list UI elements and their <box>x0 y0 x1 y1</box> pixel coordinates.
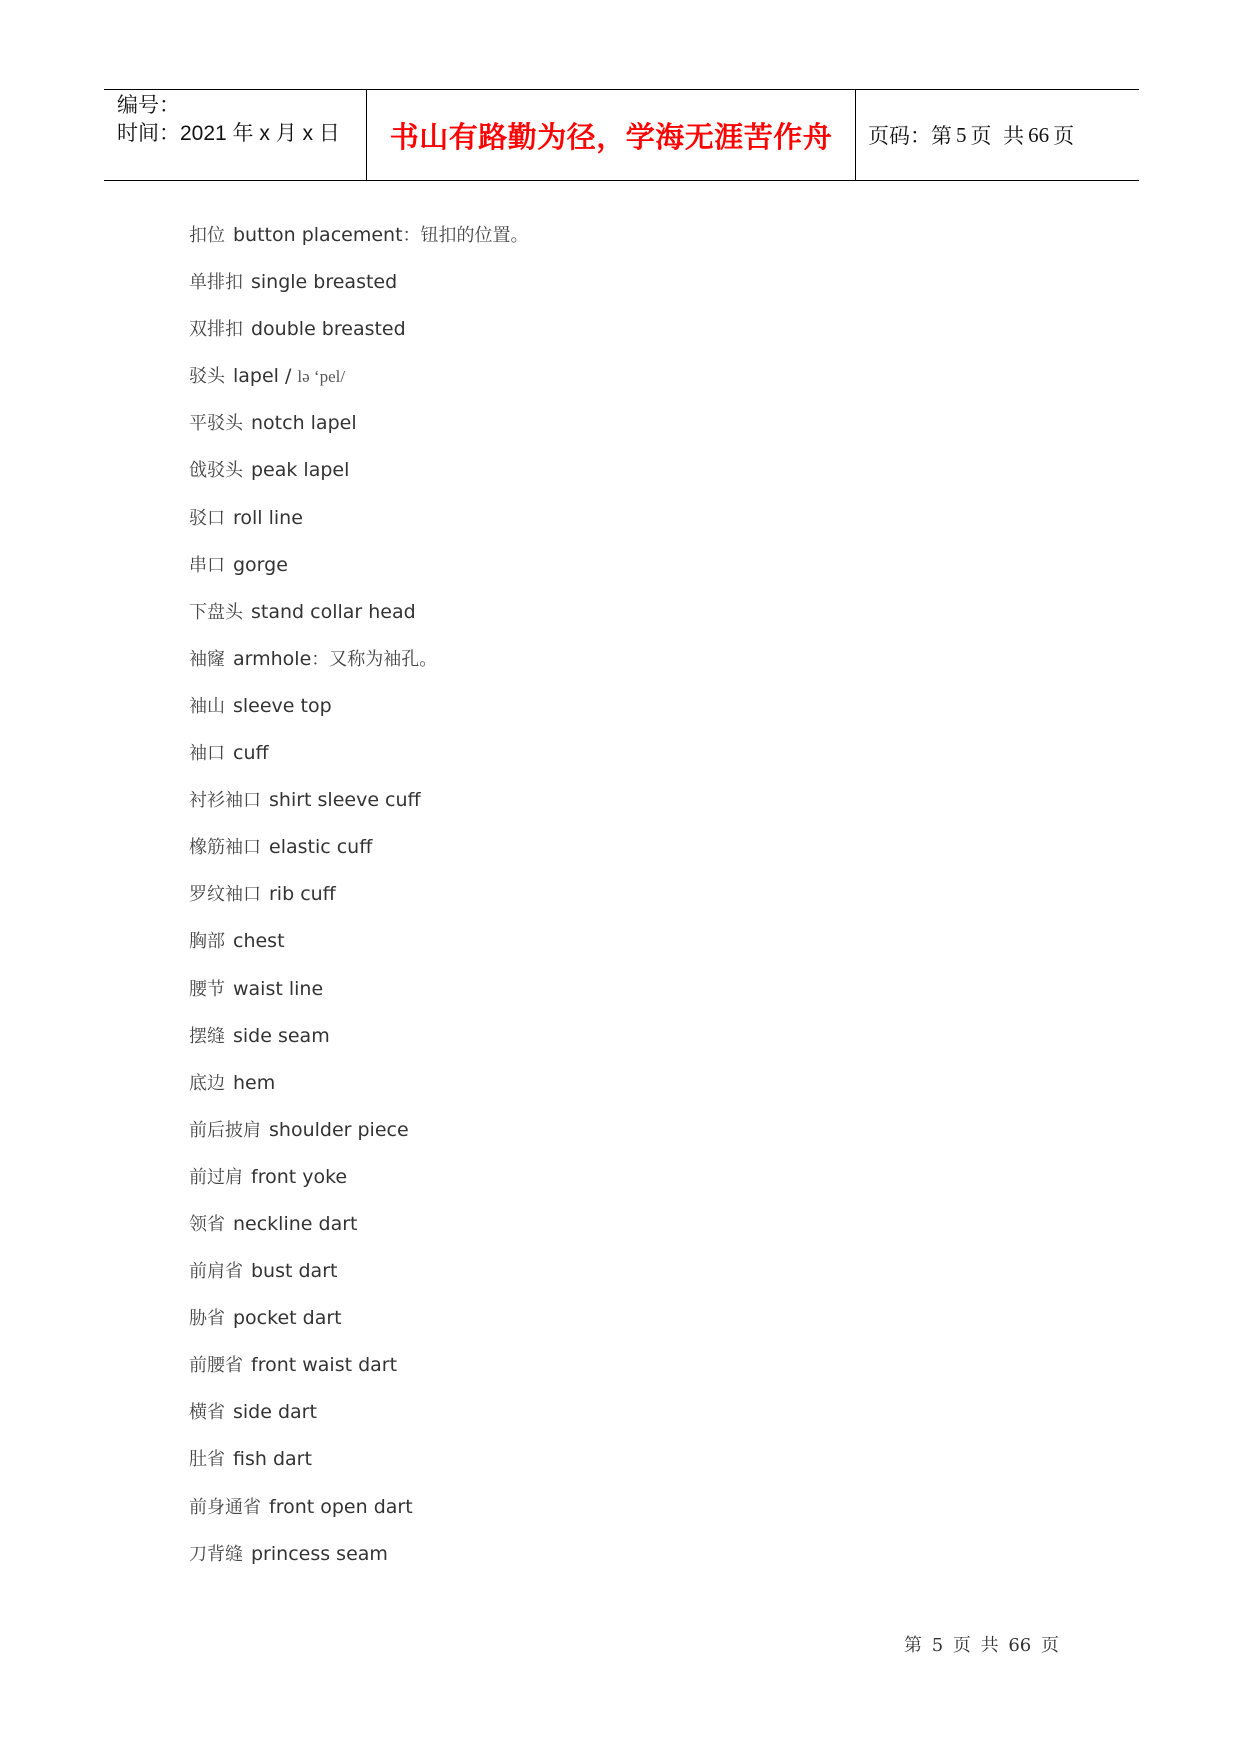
term-chinese: 腰节 <box>189 978 225 1000</box>
list-item <box>189 880 529 927</box>
term-english: front open dart <box>269 1495 413 1518</box>
page-footer: 第 5 页 共 66 页 <box>904 1635 1059 1656</box>
list-item <box>189 268 529 315</box>
term-chinese: 胁省 <box>189 1308 225 1330</box>
term-english: stand collar head <box>251 600 416 623</box>
term-chinese: 戗驳头 <box>189 460 243 482</box>
list-item <box>189 692 529 739</box>
term-chinese: 袖山 <box>189 695 225 717</box>
list-item <box>189 551 529 598</box>
term-english: pocket dart <box>233 1307 342 1330</box>
page-code-suffix: 页 <box>1053 125 1075 148</box>
term-english: cuff <box>233 742 269 765</box>
motto: 书山有路勤为径，学海无涯苦作舟 <box>389 119 833 154</box>
list-item <box>189 1398 529 1445</box>
term-english: shoulder piece <box>269 1118 409 1141</box>
list-item <box>189 1540 529 1587</box>
term-english: chest <box>233 930 285 953</box>
list-item <box>189 1069 529 1116</box>
term-chinese: 领省 <box>189 1213 225 1235</box>
term-english: side seam <box>233 1024 330 1047</box>
list-item <box>189 1210 529 1257</box>
list-item <box>189 315 529 362</box>
term-english: side dart <box>233 1401 317 1424</box>
header-page-cell <box>856 90 1139 180</box>
term-chinese: 驳头 <box>189 366 225 388</box>
term-english: waist line <box>233 977 324 1000</box>
list-item <box>189 362 529 409</box>
term-chinese: 驳口 <box>189 507 225 529</box>
term-chinese: 袖窿 <box>189 648 225 670</box>
list-item <box>189 927 529 974</box>
list-item <box>189 786 529 833</box>
list-item <box>189 975 529 1022</box>
term-english: bust dart <box>251 1260 338 1283</box>
term-chinese: 袖口 <box>189 743 225 765</box>
term-chinese: 前身通省 <box>189 1496 261 1518</box>
list-item <box>189 739 529 786</box>
term-chinese: 罗纹袖口 <box>189 884 261 906</box>
term-chinese: 胸部 <box>189 931 225 953</box>
term-english: notch lapel <box>251 412 357 435</box>
term-chinese: 肚省 <box>189 1449 225 1471</box>
term-english: elastic cuff <box>269 836 373 859</box>
list-item <box>189 1493 529 1540</box>
term-english: single breasted <box>251 271 398 294</box>
term-english: lapel / <box>233 365 292 388</box>
list-item <box>189 1116 529 1163</box>
list-item <box>189 1022 529 1069</box>
term-chinese: 前后披肩 <box>189 1119 261 1141</box>
term-english: armhole <box>233 647 312 670</box>
term-english: front yoke <box>251 1165 348 1188</box>
term-english: rib cuff <box>269 883 336 906</box>
term-chinese: 前肩省 <box>189 1261 243 1283</box>
term-chinese: 衬衫袖口 <box>189 790 261 812</box>
list-item <box>189 221 529 268</box>
list-item <box>189 645 529 692</box>
list-item <box>189 1257 529 1304</box>
list-item <box>189 1445 529 1492</box>
term-english: sleeve top <box>233 694 332 717</box>
number-label: 编号： <box>117 94 180 117</box>
header-meta-cell <box>104 90 367 180</box>
term-english: hem <box>233 1071 276 1094</box>
list-item <box>189 598 529 645</box>
term-chinese: 底边 <box>189 1072 225 1094</box>
page-code-prefix: 页码：第 <box>868 125 952 148</box>
term-english: princess seam <box>251 1542 388 1565</box>
term-english: shirt sleeve cuff <box>269 789 421 812</box>
term-chinese: 扣位 <box>189 225 225 246</box>
list-item <box>189 1163 529 1210</box>
term-chinese: 刀背缝 <box>189 1543 243 1565</box>
term-chinese: 前腰省 <box>189 1355 243 1377</box>
term-list <box>189 221 529 1587</box>
term-chinese: 串口 <box>189 554 225 576</box>
term-note: ：钮扣的位置。 <box>402 225 529 246</box>
list-item <box>189 1351 529 1398</box>
list-item <box>189 1304 529 1351</box>
list-item <box>189 456 529 503</box>
term-english: front waist dart <box>251 1354 398 1377</box>
list-item <box>189 833 529 880</box>
term-english: double breasted <box>251 318 406 341</box>
term-pronunciation: lə ‘pel/ <box>297 367 346 387</box>
term-chinese: 摆缝 <box>189 1025 225 1047</box>
term-chinese: 下盘头 <box>189 601 243 623</box>
term-chinese: 单排扣 <box>189 272 243 294</box>
term-note: ：又称为袖孔。 <box>311 648 438 670</box>
term-chinese: 横省 <box>189 1402 225 1424</box>
term-english: fish dart <box>233 1448 312 1471</box>
term-chinese: 前过肩 <box>189 1166 243 1188</box>
list-item <box>189 409 529 456</box>
term-chinese: 平驳头 <box>189 413 243 435</box>
header-motto-cell <box>367 90 856 180</box>
term-english: button placement <box>233 224 403 246</box>
term-english: gorge <box>233 553 288 576</box>
page-header <box>104 89 1139 181</box>
page-number: 5 <box>956 122 967 147</box>
term-chinese: 橡筋袖口 <box>189 837 261 859</box>
time-label: 时间：2021 年 x 月 x 日 <box>117 122 340 145</box>
term-english: neckline dart <box>233 1212 358 1235</box>
page-code-mid: 页 共 <box>970 125 1025 148</box>
list-item <box>189 504 529 551</box>
term-english: peak lapel <box>251 459 350 482</box>
term-english: roll line <box>233 506 303 529</box>
total-pages: 66 <box>1028 122 1050 147</box>
term-chinese: 双排扣 <box>189 319 243 341</box>
